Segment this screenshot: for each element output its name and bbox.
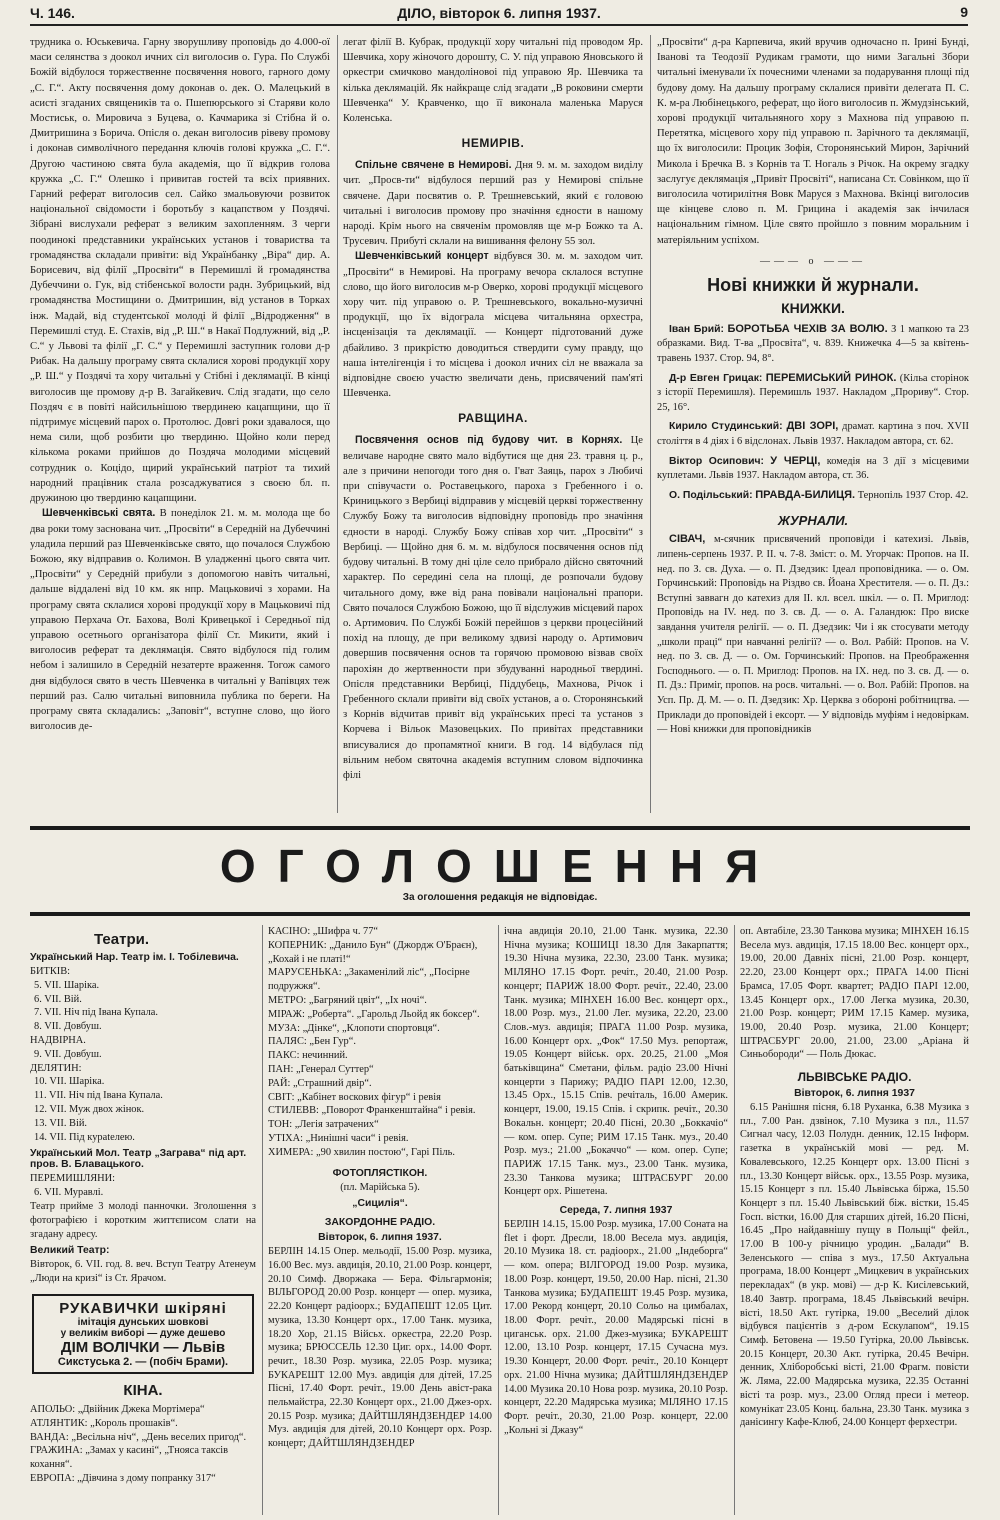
theatre-name: Український Нар. Театр ім. І. Тобілевича.	[30, 952, 239, 963]
radio-listing: оп. Автабіле, 23.30 Танкова музика; МІНХЕН 16.15 Весела муз. авдиція, 17.15 18.00 Вес. концерт орх., 19.00, 20.00 Давніх пісні, 21.00 Розр. концерт, 22.20, 23.00 Концерт орх.; ПРАГА 14.00 Пісні Брамса, 17.05 Форт. квартет; РАДІО ПАРІ 12.00, 13.45 Концерт орх., 17.00 Легка музика, 20.30, 21.00 Розр. концерт; РИМ 17.15 Камер. музика, 19.00, 20.40 Розр. музика, 21.00 Концерт; ШТРАСБУРГ 20.00, 21.00, 23.00 „Аріана й Синьобороди“ — Поль Дюкас.	[740, 926, 969, 1061]
radio-listing: БЕРЛІН 14.15 Опер. мельодії, 15.00 Розр. музика, 16.00 Вес. муз. авдиція, 20.10, 21.00 Розр. концерт, 20.10 Симф. Дворжака — Бера. Фільгармонія; ВІЛЬГОРОД 20.00 Розр. концерт — опер. музика, 22.20 Концерт радіоорх.; БУДАПЕШТ 12.05 Цит. музика, 13.30 Концерт орх., 17.00 Танк. музика, 18.20 Хор, 21.15 Війсьх. оркестра, 22.20 Розр. музика; БРЮССЕЛЬ 12.30 Циг. орх., 14.00 Форт. речит., 18.30 Розр. музика, 22.05 Розр. музика; БУКАРЕШТ 12.00 Муз. авдиція для дітей, 17.25 Пісні, 17.40 Форт. речіт., 19.00 День авіст-рака пельмайстра, 22.30 Концерт орх., 21.00 Джез-орх. 20.15 Розр. музика; ДАЙТШЛЯНДЗЕНДЕР 14.00 Муз. авдиція для дітей, 20.10 Концерт орх. Розр. концерт; ДАЙТШЛЯНДЗЕНДЕР	[268, 1246, 492, 1450]
radio-listing: БЕРЛІН 14.15, 15.00 Розр. музика, 17.00 Соната на flet і форт. Дресли, 18.00 Весела муз. авдиція, 20.10 Музика 18. ст. радіоорх., 21.00 „Індеборга“ — ком. опера; ВІЛГОРОД 19.00 Розр. музика, 18.00 Розр. концерт, 19.50, 20.00 Нар. пісні, 21.30 Танкова музика; БУДАПЕШТ 19.45 Розр. музика, 17.00 Рекорд концерт, 20.10 Сольо на цимбалах, 18.00 Форт. речіт., 20.00 Мадярські пісні в циганськ. орх. 21.00 Джез-музика; БУКАРЕШТ 12.00, 13.10 Розр. концерт, 17.15 Сучасна муз. 19.30 Концерт, 20.00 Форт. речіт., 20.10 Концерт орх. 21.00 Нічна музика; ДАЙТШЛЯНДЗЕНДЕР 14.00 Музика 20.10 Нова розр. музика, 20.10 Розр. концерт, 22.20 Мадярська музика; МІЛЯНО 17.15 Форт. речіт., 20.30, 21.00 Розр. концерт, 22.00 „Кольні зі Джазу“	[504, 1219, 728, 1436]
cinema-listing: ПАН: „Генерал Суттер“	[268, 1063, 374, 1075]
cinema-listing: ПАКС: нечинний.	[268, 1050, 348, 1062]
cinema-listing: ГРАЖИНА: „Замах у касині“, „Тнояса таксів кохання“.	[30, 1445, 229, 1471]
column-divider	[650, 35, 651, 813]
article-paragraph: „Просвіти“ д-ра Карпевича, який вручив одночасно п. Ірині Бунді, Івановi та Теодозії Рудикам грамоти, що ними Загальні Збори читальні іменували їх почесними членами за подарування площі під будову дому. На дальшу програму склалися привіти делегата П. С. К. м-ра Любінецького, реферат, що його виголосив п. Жмудзінський, хорові продукції читальняного хору з Махнова під управою п. Перетятка, місцевого хору під управою п. Зарічного та деклямації, що їх виголосили: Процик Зофія, Сторонянський Мирон, Зарічний Микола і Бречка В. з Корнів та Т. Ногаль з Річок. На окрему згадку заслугує деклямація „Привіт Просвіті“, написана Ст. Совінком, що її виголосила чотирилітня Вовк Маруся з Махнова. Вкінці виголосив ще кінцеве слово п. М. Грицина і академія зак інчилася національним гімном. Ціле свято пройшло з повним моральним і матеріяльним успіхом.	[657, 37, 969, 246]
cinema-listing: СВІТ: „Кабінет воскових фігур“ і ревія	[268, 1091, 441, 1103]
column-divider	[337, 35, 338, 813]
cinema-listing: АТЛЯНТИК: „Король прошаків“.	[30, 1417, 178, 1429]
cinema-listing: КАСІНО: „Шифра ч. 77“	[268, 926, 379, 937]
cinema-listing: РАЙ: „Страшний двір“.	[268, 1077, 372, 1089]
ads-column-cinemas-radio: КАСІНО: „Шифра ч. 77“ КОПЕРНИК: „Данило Бун“ (Джордж О'Браєн), „Кохай і не платі!“ МАРУСЕНЬКА: „Закаменілий ліс“, „Посірне подружжя“. МЕТРО: „Багряний цвіт“, „Іх ночі“. МІРАЖ: „Роберта“. „Гарольд Льойд як боксер“. МУЗА: „Дінке“, „Клопоти спортовця“. ПАЛЯС: „Бен Гур“. ПАКС: нечинний. ПАН: „Генерал Суттер“ РАЙ: „Страшний двір“. СВІТ: „Кабінет воскових фігур“ і ревія СТИЛЕВВ: „Поворот Франкенштайна“ і ревія. ТОН: „Легія затрачених“ УТІХА: „Нинішні часи“ і ревія. ХИМЕРА: „90 хвилин постою“, Гарі Піль. ФОТОПЛЯСТІКОН. (пл. Марійська 5). „Сицилія“. ЗАКОРДОННЕ РАДІО. Вівторок, 6. липня 1937. БЕРЛІН 14.15 Опер. мельодії, 15.00 Розр. музика, 16.00 Вес. муз. авдиція, 20.10, 21.00 Розр. концерт, 20.10 Симф. Дворжака — Бера. Фільгармонія; ВІЛЬГОРОД 20.00 Розр. концерт — опер. музика, 22.20 Концерт радіоорх.; БУДАПЕШТ 12.05 Цит. музика, 13.30 Концерт орх., 17.00 Танк. музика, 18.20 Хор, 21.15 Війсьх. оркестра, 22.20 Розр. музика; БРЮССЕЛЬ 12.30 Циг. орх., 14.00 Форт. речит., 18.30 Розр. музика, 22.05 Розр. музика; БУКАРЕШТ 12.00 Муз. авдиція для дітей, 17.25 Пісні, 17.40 Форт. речіт., 19.00 День авіст-рака пельмайстра, 22.30 Концерт орх., 21.00 Джез-орх. 20.15 Розр. музика; ДАЙТШЛЯНДЗЕНДЕР 14.00 Муз. авдиція для дітей, 20.10 Концерт орх. Розр. концерт; ДАЙТШЛЯНДЗЕНДЕР	[268, 926, 492, 1450]
ads-banner-title: ОГОЛОШЕННЯ	[219, 840, 781, 892]
column-divider	[262, 925, 263, 1515]
column-divider	[734, 925, 735, 1515]
article-paragraph: Шевченківські свята. В понеділок 21. м. м. молода ще бо два роки тому заснована чит. „Просвіти“ в Середній на Дубеччині уладила перший раз Шевченківське свято, що почалося Службою Божою, яку відправив о. Колимон. В уладженні цього свята чит. „Просвіти“ у Середній прибули з допомогою навіть читальні, дальше віддалені від 10 км. як нпр. Мацьковичі з хорами. На програму свята склалися хорові продукції хору в Мацьковичі під управою Перхача От. Бахова, Волі Кривецької і Середньої під управою осетнього організатора філії Ст. Микити, який і виголосив реферат та деклямація. Свято відбулося під голим небом і залишило в Середній незатерте враження. Тогож самого дня відбулося свято в честь Шевченка в читальні у Вапівцях теж перший раз. Салю читальні виповнила публика по береги. На програму свята складались: „Заповіт“, вступне слово, що його виголосив де-	[30, 507, 330, 733]
article-column-1	[30, 35, 330, 815]
cinema-listing: УТІХА: „Нинішні часи“ і ревія.	[268, 1132, 409, 1144]
cinema-listing: МІРАЖ: „Роберта“. „Гарольд Льойд як боксер“.	[268, 1008, 480, 1020]
paragraph-lead: Шевченківські свята.	[42, 507, 156, 520]
ornament-divider: ——— о ———	[760, 255, 866, 267]
ads-column-lviv-radio	[740, 925, 969, 1515]
banner-bottom-rule	[30, 912, 970, 916]
ads-column-radio	[504, 925, 728, 1515]
glove-advertisement: РУКАВИЧКИ шкіряні імітація дунських шовкові у великім виборі — дуже дешево ДІМ ВОЛІЧКИ — Львів Сикстуська 2. — (побіч Брами).	[32, 1294, 254, 1374]
section-heading-nemyriv: НЕМИРІВ.	[461, 136, 525, 151]
cinema-listing: МЕТРО: „Багряний цвіт“, „Іх ночі“.	[268, 994, 427, 1006]
article-paragraph: легат філії В. Кубрак, продукції хору читальні під проводом Яр. Шевчика, хору жіночого дорошту, С. У. під управою Яновського й оркестри смичково мандоліновоі під управою Яр. Шевчика та кількa деклямацій. Як найкраще слід згадати „В роковини смерти Шевченка“ У. Кравченко, що її виконала маленька Маруся Коленська.	[343, 37, 643, 125]
cinema-heading: КІНА.	[123, 1381, 163, 1399]
page-number: 9	[960, 4, 968, 20]
theatre-name: Український Мол. Театр „Заграва“ під арт. пров. В. Блавацького.	[30, 1148, 247, 1171]
ads-banner-subtitle: За оголошення редакція не відповідає.	[402, 892, 598, 903]
article-paragraph: Шевченківський концерт відбувся 30. м. м. заходом чит. „Просвіти“ в Немирові. На програму вечора склалося вступне слово, що його виголосив м-р Оверко, хорові продукції місцевого хору чит. під управою о. Р. Трешневського, вокально-музичні продукції, що їх відограла місцева читальняна орхестра, інсценізація та деклямації. — Концерт підготований дуже дбайливо. З прикрістю доводиться ствердити суму правду, що наша інтелігенція і то місцева і доокол ичних сіл не вважала за відповідне своєю участю звеличати день, присвячений пам'яті Шевченка.	[343, 250, 643, 400]
radio-date: Середа, 7. липня 1937	[559, 1205, 673, 1217]
cinema-listing: КОПЕРНИК: „Данило Бун“ (Джордж О'Браєн), „Кохай і не платі!“	[268, 939, 478, 965]
foreign-radio-heading: ЗАКОРДОННЕ РАДІО.	[324, 1217, 436, 1229]
book-entry: Кирило Студинський: ДВІ ЗОРІ, драмат. картина з поч. XVII століття в 4 діях і 6 відслонах. Львів 1937. Накладом автора, ст. 62.	[657, 420, 969, 447]
book-entry: Д-р Евген Грицак: ПЕРЕМИСЬКИЙ РИНОК. (Кільа сторінок з історії Перемишля). Перемишль 1937. Накладом „Прориву“. Стор. 25, 16°.	[657, 371, 969, 413]
cinema-listing: ПАЛЯС: „Бен Гур“.	[268, 1036, 356, 1048]
article-column-2	[343, 35, 643, 815]
article-paragraph: трудника о. Юськевича. Гарну зворушливу проповідь до 4.000-ої маси селянства з доокол ичних сіл виголосив о. Гура. По Службі Божій відбулося торжественне посвячення нового, гарного дому „С. Г.“. Акту посвячення дому доконав о. дек. О. Малецький в асисті згаданих священиків та о. Пшепюрського зі Старяви коло Мостиськ, о. Мировича з Буцева, о. Качмарика зі Стібна й о. Дмитришина з Борича. Опісля о. декан виголосив рівеву промову і доконав символічного передання ключів голові кружка „С. Г.“. Другою частиною свята була академія, що її відкрив голова кружка „С. Г.“ Олешко і привитав гостей та всіх приявних. Гарний реферат виголосив сел. Сайко змальовуючи розвиток національної свідомости і боротьбу з кацапством у Поздячі. Зібрані вислухали реферат з великим захопленням. З черги поодинокі представники українських установ і товариства та громадянства складали привіти: від Українбанку „Віра“ дир. А. Борисевич, від філії „Просвіти“ в Перемишлі й громадянства Дубеччини о. Гук, від стібенської волости радн. Зубрицький, від громадянства Мостищини о. Дмитришин, від установ в Торках інж. Мадай, від студентської молоді й філії „Відродження“ в Перемишлі студ. Е. Стахів, від „Р. Ш.“ в Накаї Подлужний, від „Р. С.“ у Львові та філії „Г. С.“ у Перемишлі заступник голови д-р Рибак. На дальшу програму свята склалися хорові продукції хору „Р. Ш.“ у Поздячі та хору читальні у Стібні і деклямації. В кінці виголосив ще промову д-р В. Загайкевич. Слід згадати, що село Поздяч є в повіті найсильнішою твердинею кацапщини, що її підтримує місцевий парох о. Протолюс. Довгі роки здавалося, що нема сили, щоб розбити цю твердиню. Щойно коли перед кількома роками прийшов до Поздяча молодими місцевий сотрудник о. Коцідо, щирий український патріот та тихий народний працівник стала розсаджуватися з своєю бл. п. дружиною цю твердиню кацапщини.	[30, 37, 330, 505]
journal-entry: СІВАЧ, м-сячник присвячений проповіди і катехизі. Львів, липень-серпень 1937. Р. II. ч. 7-8. Зміст: о. М. Угорчак: Пропов. на II. нед. по З. св. Духа. — о. П. Дзедзик: Ідеал проповідника. — о. Ом. Горчинський: Проповідь на Різдво св. Йоана Хрестителя. — о. П. Дз.: Вступні заввагн до катехиз для II. кл. всел. шкіл. — о. П. Мриглод: Проповідь на IV. нед. по З. св. Д. — о. А. Галандюк: Про вискe завдання учителя релігії. — о. П. Дзедзик: Чи і як стосувати методу „школи праці“ при навчанні релігії? — о. Вол. Рабій: Пропов. на V. нед. по З. св. Д. — о. Ом. Горчинський: Пропов. на Преображення Господнього. — о. П. Мриглод: Пропов. на IX. нед. по З. св. Д. — о. П. Дз.: Приміг, пропов. на росв. читальні. — о. Вол. Рабій: Пропов. на Усп. Пр. Д. М. — о. П. Дзедзик: Хр. Церква з обороні робітництва. — Приклади до проповідей і ексорт. — У відповідь муфіям і недовіркам. — Нові книжки для проповідників	[657, 533, 969, 736]
radio-listing: 6.15 Ранішня пісня, 6.18 Руханка, 6.38 Музика з пл., 7.00 Ран. дзвінок, 7.10 Музика з пл., 11.57 Сигнал часу, 12.03 Полудн. денник, 12.15 Інформ. газетка в українській мові — ред. М. Ковалевського, 12.25 Концерт орх. 13.00 Пісні з пл., 13.30 Концерт військ. орх., 13.55 Розр. музика, 15.15 Концерт з пл. 15.40 Львівська біржа, 15.50 Концерт з пл. 15.40 Львівський біж. вістки, 15.45 Госп. вістки, 16.00 Для старших дітей, 16.20 Пісні, 16.45 „Про найдавнішу пущу в Польщі“ фейл., 17.00 В 100-у річницю уродин. „Балади“ В. Зеленського — співа з муз., 17.50 Актуальна програма, 18.00 Концерт „Мицкевич в українських перекладах“ (в укр. мові) — д-р К. Кисілевський, 18.40 Завтр. програма, 18.45 Львівський вечірн. вісті, 18.50 Акт. гутірка, 19.00 „Веселий ділок відбувся пацієнтів з д-ром Ескулапом“, 19.15 Симф. Бетовена — 19.50 Гутірка, 20.00 Львівськ. 20.15 Концерт, 20.30 Акт. гутірка, 20.45 Вечірн. денник, Хліборобські вісті, 21.00 Фрагм. повісти Ж. Ляма, 22.00 Мадярська музика, 22.35 Останні вісті та розр. муз., 23.00 Огляд преси і метеор. комунікат 23.05 Конц. бальна, 23.30 Танк. музика з данісингу Кафе-Клюб, 24.00 Концерт ферхестри.	[740, 1102, 969, 1429]
journals-subheading: ЖУРНАЛИ.	[777, 513, 849, 529]
book-entry: Іван Брий: БОРОТЬБА ЧЕХІВ ЗА ВОЛЮ. З 1 мапкою та 23 образками. Вид. Т-ва „Просвіта“, ч. 839. Книжечка 4—5 за квітень-травень 1937. Стор. 94, 8°.	[657, 322, 969, 365]
banner-top-rule	[30, 826, 970, 830]
radio-listing: ічна авдиція 20.10, 21.00 Танк. музика, 22.30 Нічна музика; КОШИЦІ 18.30 Для Закарпаття; 19.30 Нічна музика, 22.30, 23.00 Танк. музика; МІЛЯНО 17.15 Форт. речіт., 20.40, 21.00 Розр. концерт; ПАРИЖ 18.00 Форт. речіт., 22.40, 23.00 Танк. музика; МІНХЕН 16.00 Вес. концерт орх., 18.00 Розр. муз., 21.00 Лег. музика, 22.20, 23.00 Слов.-муз. авдиція; ПРАГА 11.00 Розр. музика, 16.00 Концерт орх. „Фок“ 17.50 Муз. репортаж, 19.05 Концерт військ. орх. 20.25, 21.00 „Моя батьківщина“ Сметани, фільм. радіо 23.00 Нічні концерти з Парижу; РАДІО ПАРІ 12.00, 12.30, 13.45 Орх., 15.15 Спів. речіталь, 16.00 Америк. концерт, 19.00, 19.15 Спів. і скрипк. речіт., 20.30 Вокальн. концерт; 20.40 Пісні, 20.30 „Боккачіо“ — ком. опер. Супе; РИМ 17.15 Танк. муз., 20.40 Розр. муз.; 21.00 „Бокаччо“ — ком. опер. Супе; ПАРИЖ 17.15 Танк. муз., 23.00 Танк. музика, 23.30 Танкова музика; ШТРАСБУРГ 20.00 Концерт орх. Рішетена.	[504, 926, 728, 1198]
article-column-3	[657, 35, 969, 815]
article-paragraph: Спільне свячене в Немирові. Дня 9. м. м. заходом виділу чит. „Просв-ти“ відбулося перший раз у Немирові спільне свячене. Дари посвятив о. Р. Трешневський, який є головою читальні і виголосив промову про значіння єдности в нашому народі. Крім нього на свяченім промовляв ще м-р Божко та А. Трусевич. Прибуті склали на вишивання фелону 55 зол.	[343, 159, 643, 248]
theatre-notice: Театр приймe 3 молоді паннoчки. Зголошення з фотографією і коротким життєписом слати на згадану адресу.	[30, 1200, 256, 1240]
books-subheading: КНИЖКИ.	[781, 299, 845, 316]
column-divider	[498, 925, 499, 1515]
radio-date: Вівторок, 6. липня 1937	[794, 1088, 915, 1100]
photoplasticon-heading: ФОТОПЛЯСТІКОН.	[332, 1167, 428, 1179]
cinema-listing: ТОН: „Легія затрачених“	[268, 1119, 379, 1131]
book-entry: О. Подільський: ПРАВДА-БИЛИЦЯ. Тернопіль 1937 Стор. 42.	[669, 488, 969, 501]
cinema-listing: МАРУСЕНЬКА: „Закаменілий ліс“, „Посірне подружжя“.	[268, 967, 470, 993]
theatre-name: Великий Театр:	[30, 1245, 110, 1257]
masthead-date: ДІЛО, вівторок 6. липня 1937.	[397, 5, 601, 21]
article-paragraph: Посвячення основ під будову чит. в Корнях. Це величаве народне свято мало відбутися ще дня 23. травня ц. р., але з причини непогоди того дня о. І'ват Заяць, парох з Любичі при співучасти о. Роставецького, пароха з Гребенного і о. Криницького з Вербиці відправив у місцевій церкві торжественну Службу Божу та виголосив відповідну проповідь про значіння єдности в народі. Службу Божу співав хор чит. „Просвіти“ з Вербиці. — Щойно дня 6. м. м. відбулося посвячення основ під будову читальні. В тому дні ціле село прибрало дійсно святочний характер. По середині села на площі, де розпочали будову читального дому, вже від рана повівали національні прапори. Свято почалося Службою Божою, що її відслужив місцевий парох о. Артимович. По Службі Божій перейшов з церкви процесійний похід на площу, де при великому здвизі народу о. Артимович довершив посвячення основ та горячою промовою візвав своїх парохіян до жертвенности при збудуванні народньої твердині. Опісля представники Вербиці, Піддубець, Махнова, Річок і Гребенного склали привіти від своїх установ, а о. Сторонянський з Корнів відчитав привіт від українських пресі та установ з Корчева і Вільок Мазовецьких. По привітах представники вписувалися до пропамятної книги. В год. 14 відбулася під вільним небом святочна академія вступним словом відпочинка філі	[343, 434, 643, 781]
section-heading-ravshchyna: РАВЩИНА.	[458, 411, 528, 426]
theatres-heading: Театри.	[94, 931, 149, 948]
cinema-listing: АПОЛЬО: „Двійник Джека Мортімера“	[30, 1403, 205, 1415]
book-entry: Віктор Осипович: У ЧЕРЦІ, комедія на 3 дії з місцевими куплетами. Львів 1937. Накладом автора, ст. 36.	[657, 454, 969, 482]
books-section-heading: Нові книжки й журнали.	[707, 274, 919, 295]
cinema-listing: ХИМЕРА: „90 хвилин постою“, Гарі Піль.	[268, 1146, 455, 1158]
cinema-listing: ВАНДА: „Весільна ніч“, „День веселих пригод“.	[30, 1431, 247, 1443]
radio-date: Вівторок, 6. липня 1937.	[318, 1232, 442, 1244]
ads-column-theatres: Театри. Український Нар. Театр ім. І. Тобілевича. БИТКІВ: 5. VII. Шаріка. 6. VII. Вій. 7. VII. Ніч під Івана Купала. 8. VII. Довбуш. НАДВІРНА. 9. VII. Довбуш. ДЕЛЯТИН: 10. VII. Шаріка. 11. VII. Ніч під Івана Купала. 12. VII. Муж двох жінок. 13. VII. Вій. 14. VII. Під кураtелею. Український Мол. Театр „Заграва“ під арт. пров. В. Блавацького. ПЕРЕМИШЛЯНИ: 6. VII. Муравлі. Театр приймe 3 молоді паннoчки. Зголошення з фотографією і коротким життєписом слати на згадану адресу. Великий Театр: Вівторок, 6. VII. год. 8. веч. Вступ Театру Атенеум „Люди на кризі“ із Ст. Ярачом. РУКАВИЧКИ шкіряні імітація дунських шовкові у великім виборі — дуже дешево ДІМ ВОЛІЧКИ — Львів Сикстуська 2. — (побіч Брами). КІНА. АПОЛЬО: „Двійник Джека Мортімера“ АТЛЯНТИК: „Король прошаків“. ВАНДА: „Весільна ніч“, „День веселих пригод“. ГРАЖИНА: „Замах у касині“, „Тнояса таксів кохання“. ЕВРОПА: „Дівчина з дому попранку 317“	[30, 931, 256, 1484]
cinema-listing: СТИЛЕВВ: „Поворот Франкенштайна“ і ревія.	[268, 1105, 476, 1117]
running-header	[30, 4, 968, 26]
cinema-listing: МУЗА: „Дінке“, „Клопоти спортовця“.	[268, 1022, 440, 1034]
issue-number: Ч. 146.	[30, 5, 75, 21]
lviv-radio-heading: ЛЬВІВСЬКЕ РАДІО.	[797, 1070, 912, 1085]
cinema-listing: ЕВРОПА: „Дівчина з дому попранку 317“	[30, 1472, 216, 1484]
